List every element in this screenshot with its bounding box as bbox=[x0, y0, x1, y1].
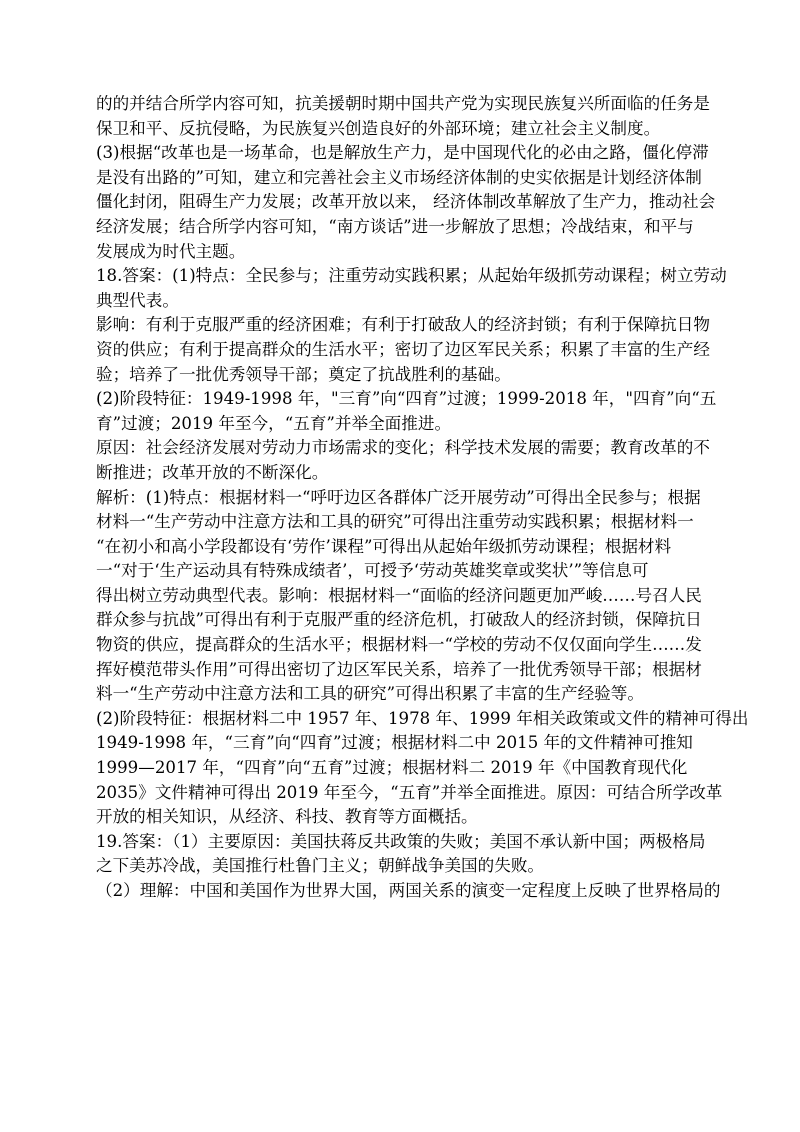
text-line: 经济发展；结合所学内容可知，“南方谈话”进一步解放了思想；冷战结束，和平与 bbox=[96, 216, 694, 236]
text-line: (2)阶段特征：根据材料二中 1957 年、1978 年、1999 年相关政策或文件的精神可得出 bbox=[96, 708, 749, 728]
text-line: 19.答案：（1）主要原因：美国扶蒋反共政策的失败；美国不承认新中国；两极格局 bbox=[96, 831, 706, 851]
text-line: 的的并结合所学内容可知，抗美援朝时期中国共产党为实现民族复兴所面临的任务是 bbox=[96, 94, 710, 113]
text-line: 挥好模范带头作用”可得出密切了边区军民关系，培养了一批优秀领导干部；根据材 bbox=[96, 659, 702, 679]
text-line: (3)根据“改革也是一场革命，也是解放生产力，是中国现代化的必由之路，僵化停滞 bbox=[96, 143, 709, 163]
text-line: (2)阶段特征：1949-1998 年，"三育”向“四育”过渡；1999-2018 年，"四育”向“五 bbox=[96, 389, 717, 409]
text-line: 影响：有利于克服严重的经济困难；有利于打破敌人的经济封锁；有利于保障抗日物 bbox=[96, 315, 710, 335]
text-line: 1999—2017 年，“四育”向“五育”过渡；根据材料二 2019 年《中国教育现代化 bbox=[96, 758, 688, 778]
text-line: 之下美苏冷战，美国推行杜鲁门主义；朝鲜战争美国的失败。 bbox=[96, 856, 545, 876]
text-line: 僵化封闭，阻碍生产力发展；改革开放以来， 经济体制改革解放了生产力，推动社会 bbox=[96, 192, 716, 212]
text-line: （2）理解：中国和美国作为世界大国，两国关系的演变一定程度上反映了世界格局的 bbox=[96, 881, 721, 900]
text-line: 育”过渡；2019 年至今，“五育”并举全面推进。 bbox=[96, 413, 452, 433]
text-line: 18.答案：(1)特点：全民参与；注重劳动实践积累；从起始年级抓劳动课程；树立劳动 bbox=[96, 266, 727, 286]
document-page bbox=[96, 92, 749, 904]
text-line: 发展成为时代主题。 bbox=[96, 241, 246, 261]
text-line: 材料一“生产劳动中注意方法和工具的研究”可得出注重劳动实践积累；根据材料一 bbox=[96, 512, 694, 532]
text-line: 开放的相关知识，从经济、科技、教育等方面概括。 bbox=[96, 807, 478, 827]
text-line: “在初小和高小学段都设有‘劳作’课程”可得出从起始年级抓劳动课程；根据材料 bbox=[96, 536, 672, 556]
text-line: 料一“生产劳动中注意方法和工具的研究”可得出积累了丰富的生产经验等。 bbox=[96, 684, 644, 704]
text-line: 资的供应；有利于提高群众的生活水平；密切了边区军民关系；积累了丰富的生产经 bbox=[96, 339, 710, 359]
text-line: 原因：社会经济发展对劳动力市场需求的变化；科学技术发展的需要；教育改革的不 bbox=[96, 438, 710, 458]
text-line: 断推进；改革开放的不断深化。 bbox=[96, 462, 329, 482]
text-line: 一“对于‘生产运动具有特殊成绩者’，可授予‘劳动英雄奖章或奖状’”等信息可 bbox=[96, 561, 649, 581]
text-line: 典型代表。 bbox=[96, 290, 179, 310]
text-line: 群众参与抗战”可得出有利于克服严重的经济危机，打破敌人的经济封锁，保障抗日 bbox=[96, 610, 702, 630]
text-line: 得出树立劳动典型代表。影响：根据材料一“面临的经济问题更加严峻……号召人民 bbox=[96, 585, 702, 605]
text-line: 物资的供应，提高群众的生活水平；根据材料一“学校的劳动不仅仅面向学生……发 bbox=[96, 635, 702, 655]
text-line: 是没有出路的”可知，建立和完善社会主义市场经济体制的史实依据是计划经济体制 bbox=[96, 167, 702, 187]
text-line: 解析：(1)特点：根据材料一“呼吁边区各群体广泛开展劳动”可得出全民参与；根据 bbox=[96, 487, 701, 507]
text-line: 保卫和平、反抗侵略，为民族复兴创造良好的外部环境；建立社会主义制度。 bbox=[96, 118, 661, 138]
text-line: 2035》文件精神可得出 2019 年至今，“五育”并举全面推进。原因：可结合所学改革 bbox=[96, 782, 723, 802]
text-line: 验；培养了一批优秀领导干部；奠定了抗战胜利的基础。 bbox=[96, 364, 511, 384]
text-line: 1949-1998 年，“三育”向“四育”过渡；根据材料二中 2015 年的文件精神可推知 bbox=[96, 733, 693, 753]
